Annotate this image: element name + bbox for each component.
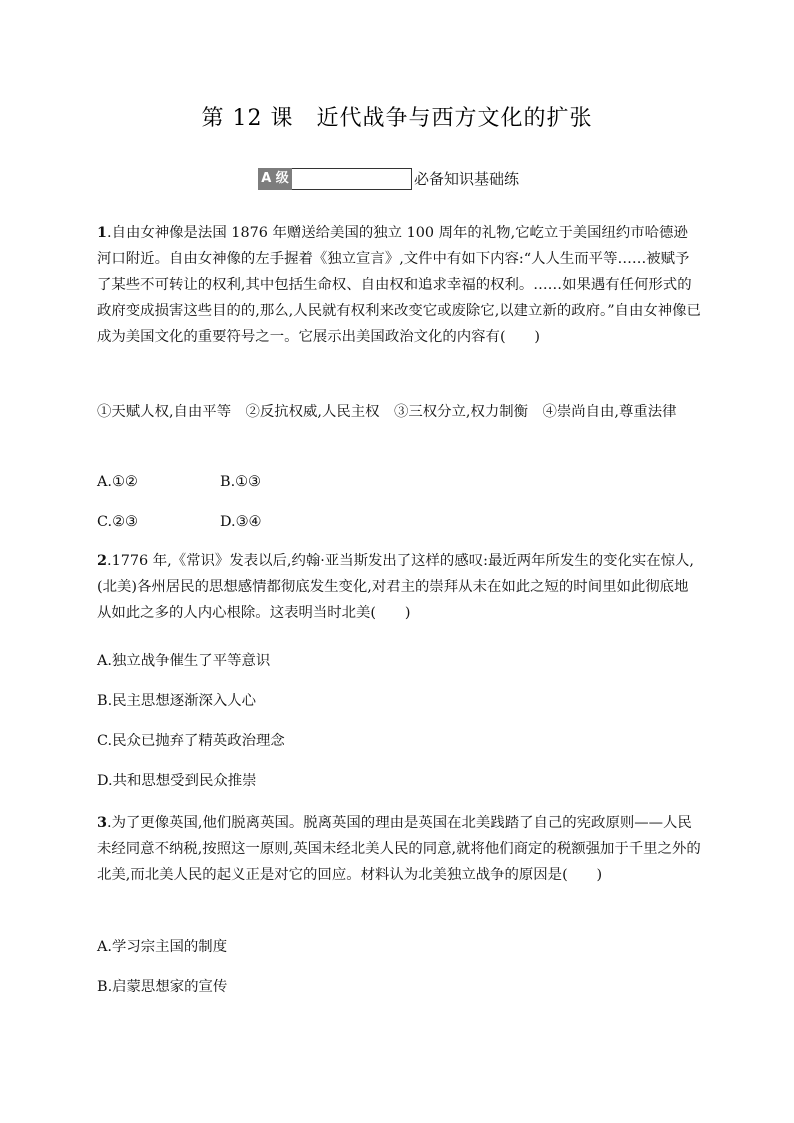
level-name-box bbox=[292, 168, 412, 190]
question-2 bbox=[97, 548, 702, 626]
option-c: C.民众已抛弃了精英政治理念 bbox=[97, 733, 285, 749]
option-d: D.共和思想受到民众推崇 bbox=[97, 773, 257, 789]
question-stem: .自由女神像是法国 1876 年赠送给美国的独立 100 周年的礼物,它屹立于美国纽约市哈德逊河口附近。自由女神像的左手握着《独立宣言》,文件中有如下内容:“人人生而平等……被赋予了某些不可转让的权利,其中包括生命权、自由权和追求幸福的权利。……如果遇有任何形式的政府变成损害这些目的的,那么,人民就有权利来改变它或废除它,以建立新的政府。”自由女神像已成为美国文化的重要符号之一。它展示出美国政治文化的内容有( ) bbox=[97, 225, 701, 345]
level-header bbox=[258, 166, 519, 190]
option-d: D.③④ bbox=[220, 514, 262, 530]
question-number: 1 bbox=[97, 224, 108, 241]
question-3 bbox=[97, 810, 702, 888]
level-badge: A 级 bbox=[258, 168, 292, 190]
question-stem: .1776 年,《常识》发表以后,约翰·亚当斯发出了这样的感叹:最近两年所发生的变化实在惊人,(北美)各州居民的思想感情都彻底发生变化,对君主的崇拜从未在如此之短的时间里如此彻底地从如此之多的人内心根除。这表明当时北美( ) bbox=[97, 553, 694, 621]
option-b: B.民主思想逐渐深入人心 bbox=[97, 693, 257, 709]
option-b: B.启蒙思想家的宣传 bbox=[97, 979, 228, 995]
lesson-title: 第 12 课 近代战争与西方文化的扩张 bbox=[201, 106, 593, 131]
level-label: 必备知识基础练 bbox=[414, 170, 520, 188]
option-b: B.①③ bbox=[220, 474, 261, 490]
question-number: 3 bbox=[97, 814, 108, 831]
option-a: A.独立战争催生了平等意识 bbox=[97, 653, 271, 669]
option-a: A.学习宗主国的制度 bbox=[97, 939, 228, 955]
option-a: A.①② bbox=[97, 474, 138, 490]
question-stem: .为了更像英国,他们脱离英国。脱离英国的理由是英国在北美践踏了自己的宪政原则——人民未经同意不纳税,按照这一原则,英国未经北美人民的同意,就将他们商定的税额强加于千里之外的北美,而北美人民的起义正是对它的回应。材料认为北美独立战争的原因是( ) bbox=[97, 815, 701, 883]
question-1-items: ①天赋人权,自由平等 ②反抗权威,人民主权 ③三权分立,权力制衡 ④崇尚自由,尊重法律 bbox=[97, 404, 677, 420]
question-number: 2 bbox=[97, 552, 108, 569]
option-c: C.②③ bbox=[97, 514, 138, 530]
question-1 bbox=[97, 220, 702, 350]
